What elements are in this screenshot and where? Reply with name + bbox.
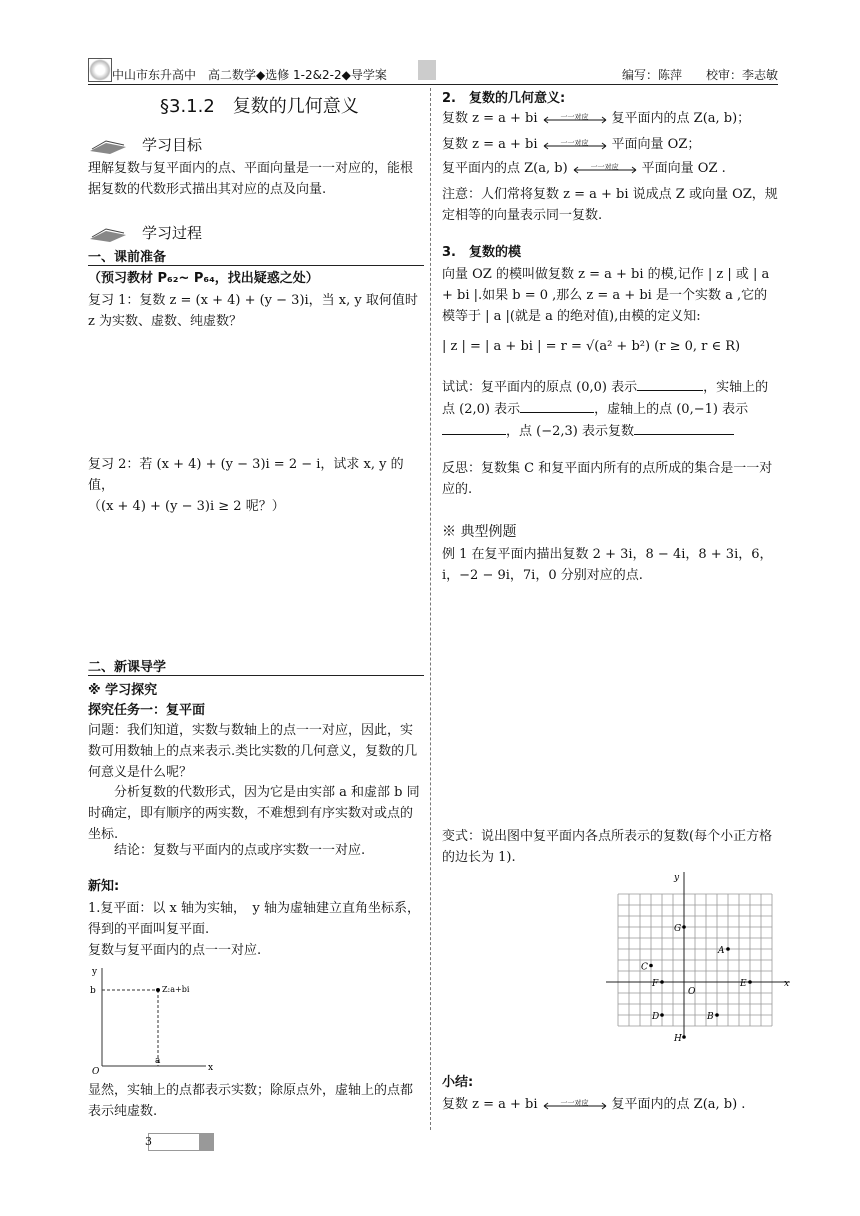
review-2-line-2: （(x + 4) + (y − 3)i ≥ 2 呢？） xyxy=(88,499,285,514)
geo-row-3-left: 复平面内的点 Z(a, b) xyxy=(442,161,568,176)
geo-row-3-right: 平面向量 OZ . xyxy=(641,161,726,176)
section-1-title: 一、课前准备 xyxy=(88,246,424,266)
arrow-label: 一一对应 xyxy=(560,1098,589,1107)
goal-heading xyxy=(88,134,202,155)
arrow-label: 一一对应 xyxy=(560,138,589,147)
summary-heading: 小结: xyxy=(442,1075,474,1090)
fig-label-z: Z:a+bi xyxy=(162,985,190,994)
section-1-subtitle: （预习教材 P₆₂~ P₆₄，找出疑惑之处） xyxy=(88,271,319,286)
process-heading-text: 学习过程 xyxy=(142,224,203,242)
try-text xyxy=(442,376,780,442)
seal-icon xyxy=(418,60,436,80)
grid-label-f: F xyxy=(652,979,659,989)
grid-label-a: A xyxy=(718,946,725,956)
answer-blank-3[interactable] xyxy=(442,420,506,435)
geo-row-1-left: 复数 z = a + bi xyxy=(442,111,538,126)
point-c xyxy=(649,964,653,968)
analysis-text: 分析复数的代数形式，因为它是由实部 a 和虚部 b 同时确定，即有顺序的两实数，不难想到有序实数对或点的坐标. xyxy=(88,785,420,842)
double-arrow-icon xyxy=(542,1099,608,1111)
page-number: 3 xyxy=(145,1135,152,1148)
new-knowledge-label: 新知: xyxy=(88,879,120,894)
modulus-title: 3. 复数的模 xyxy=(442,245,521,260)
grid-label-d: D xyxy=(652,1012,660,1022)
arrow-label: 一一对应 xyxy=(590,162,619,171)
review-2 xyxy=(88,454,424,517)
point-b xyxy=(715,1013,719,1017)
geo-meaning-title: 2. 复数的几何意义: xyxy=(442,91,566,106)
arrow-label: 一一对应 xyxy=(560,112,589,121)
point-f xyxy=(660,980,664,984)
double-arrow-icon xyxy=(572,163,638,175)
point-d xyxy=(660,1013,664,1017)
note-text: 注意：人们常将复数 z = a + bi 说成点 Z 或向量 OZ，规定相等的向量表示同一复数. xyxy=(442,187,778,223)
reviewer: 校审：李志敏 xyxy=(705,68,778,82)
goal-text: 理解复数与复平面内的点、平面向量是一一对应的，能根据复数的代数形式描出其对应的点及向量. xyxy=(88,161,414,197)
conclusion-text: 结论：复数与平面内的点或序实数一一对应. xyxy=(114,843,366,858)
point-h xyxy=(682,1035,686,1039)
grid-label-c: C xyxy=(641,962,648,973)
review-2-line-1: 复习 2：若 (x + 4) + (y − 3)i = 2 − i，试求 x, y 的值， xyxy=(88,457,404,493)
answer-blank-1[interactable] xyxy=(637,376,703,391)
answer-blank-4[interactable] xyxy=(634,420,734,435)
fig-label-b: b xyxy=(90,986,96,996)
plane-correspondence: 复数与复平面内的点一一对应. xyxy=(88,943,262,958)
fig-label-x: x xyxy=(208,1063,214,1073)
column-divider xyxy=(430,88,431,1130)
grid-label-o: O xyxy=(688,987,696,997)
modulus-text: 向量 OZ 的模叫做复数 z = a + bi 的模,记作 | z | 或 | a + bi |.如果 b = 0 ,那么 z = a + bi 是一个实数 a ,它的模等于 | a |(就是 a 的绝对值),由模的定义知: xyxy=(442,267,770,324)
book-pen-icon xyxy=(88,137,128,155)
header-school-line: 中山市东升高中 高二数学◆选修 1-2&2-2◆导学案 xyxy=(112,68,387,82)
point-z xyxy=(156,988,160,992)
point-g xyxy=(682,925,686,929)
geo-row-3 xyxy=(442,158,726,179)
grid-label-h: H xyxy=(674,1034,682,1044)
try-part-1: 试试：复平面内的原点 (0,0) 表示 xyxy=(442,380,638,395)
review-1: 复习 1：复数 z = (x + 4) + (y − 3)i，当 x, y 取何值时 z 为实数、虚数、纯虚数？ xyxy=(88,293,418,329)
explore-heading: ※ 学习探究 xyxy=(88,683,158,698)
try-part-4: ，点 (−2,3) 表示复数 xyxy=(506,424,634,439)
book-pen-icon xyxy=(88,225,128,243)
question-text: 问题：我们知道，实数与数轴上的点一一对应，因此，实数可用数轴上的点来表示.类比实数的几何意义，复数的几何意义是什么呢？ xyxy=(88,723,418,780)
task-1-heading: 探究任务一：复平面 xyxy=(88,703,206,718)
point-a xyxy=(726,947,730,951)
fig-label-o: O xyxy=(92,1067,100,1077)
process-heading xyxy=(88,222,202,243)
summary-row xyxy=(442,1094,745,1115)
try-part-2: ，实轴上的点 (2,0) 表示 xyxy=(442,380,769,417)
page-tab-icon xyxy=(199,1134,213,1150)
fig-label-y: y xyxy=(92,967,98,977)
variant-text: 变式：说出图中复平面内各点所表示的复数(每个小正方格的边长为 1). xyxy=(442,829,773,865)
grid-label-x: x xyxy=(784,979,790,989)
answer-blank-2[interactable] xyxy=(520,398,594,413)
goal-heading-text: 学习目标 xyxy=(142,136,203,154)
double-arrow-icon xyxy=(542,139,608,151)
school-logo-icon xyxy=(88,58,112,82)
page-footer xyxy=(145,1133,214,1151)
geo-row-2 xyxy=(442,134,700,155)
try-part-3: ，虚轴上的点 (0,−1) 表示 xyxy=(594,402,749,417)
reflect-text: 反思：复数集 C 和复平面内所有的点所成的集合是一一对应的. xyxy=(442,461,773,497)
double-arrow-icon xyxy=(542,113,608,125)
point-e xyxy=(748,980,752,984)
page-title: §3.1.2 复数的几何意义 xyxy=(160,96,359,117)
example-heading: ※ 典型例题 xyxy=(442,524,517,540)
complex-plane-figure xyxy=(88,962,218,1077)
fig-label-a: a xyxy=(155,1056,161,1066)
header-credits xyxy=(622,66,778,83)
geo-row-1-right: 复平面内的点 Z(a, b)； xyxy=(611,111,751,126)
grid-label-b: B xyxy=(707,1012,714,1022)
summary-left: 复数 z = a + bi xyxy=(442,1097,538,1112)
grid-label-e: E xyxy=(740,979,747,989)
summary-right: 复平面内的点 Z(a, b) . xyxy=(611,1097,746,1112)
geo-row-2-left: 复数 z = a + bi xyxy=(442,137,538,152)
obviously-text: 显然，实轴上的点都表示实数；除原点外，虚轴上的点都表示纯虚数. xyxy=(88,1083,414,1119)
grid-label-g: G xyxy=(674,924,682,934)
modulus-formula: | z | = | a + bi | = r = √(a² + b²) (r ≥ 0, r ∈ R) xyxy=(442,339,741,354)
section-2-title: 二、新课导学 xyxy=(88,656,424,676)
editor: 编写：陈萍 xyxy=(621,68,682,82)
complex-grid-figure xyxy=(606,870,794,1044)
geo-row-1 xyxy=(442,108,750,129)
grid-label-y: y xyxy=(674,873,680,883)
geo-row-2-right: 平面向量 OZ； xyxy=(611,137,701,152)
example-1: 例 1 在复平面内描出复数 2 + 3i，8 − 4i，8 + 3i，6，i，−2 − 9i，7i，0 分别对应的点. xyxy=(442,547,773,583)
complex-plane-definition: 1.复平面：以 x 轴为实轴， y 轴为虚轴建立直角坐标系，得到的平面叫复平面. xyxy=(88,901,420,937)
page-header xyxy=(88,58,778,85)
